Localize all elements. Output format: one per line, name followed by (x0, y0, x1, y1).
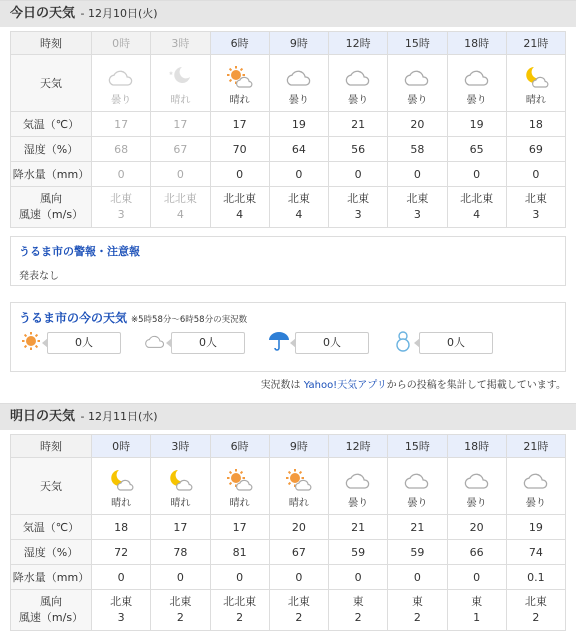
label-weather: 天気 (11, 458, 92, 515)
tomorrow-row-weather (11, 458, 566, 515)
wind-cell (388, 590, 447, 631)
moon-icon (165, 65, 195, 89)
wind-cell (506, 187, 565, 228)
today-row-temp (11, 112, 566, 137)
sun-cloud-icon (284, 468, 314, 492)
temp-value: 18 (92, 515, 151, 540)
today-date: - 12月10日(火) (77, 7, 158, 20)
report-count: 0人 (47, 332, 121, 354)
rain-value: 0 (388, 162, 447, 187)
tomorrow-forecast-table (10, 434, 566, 631)
temp-value: 20 (388, 112, 447, 137)
condition-label: 晴れ (229, 497, 250, 509)
wind-direction: 北東 (110, 595, 133, 608)
app-link[interactable]: Yahoo!天気アプリ (303, 380, 387, 391)
moon-cloud-icon (165, 468, 195, 492)
time-header: 12時 (329, 435, 388, 458)
hum-value: 64 (269, 137, 328, 162)
current-weather-items (19, 330, 557, 356)
tomorrow-row-temp (11, 515, 566, 540)
label-rain: 降水量（mm） (11, 565, 92, 590)
today-row-humidity (11, 137, 566, 162)
wind-direction: 北東 (524, 192, 547, 205)
temp-value: 17 (210, 515, 269, 540)
wind-direction: 東 (352, 595, 364, 608)
label-weather: 天気 (11, 55, 92, 112)
report-count: 0人 (171, 332, 245, 354)
wind-cell (92, 590, 151, 631)
wind-speed: 2 (236, 611, 244, 624)
tomorrow-title: 明日の天気 (10, 409, 76, 424)
wind-cell (151, 187, 210, 228)
hum-value: 66 (447, 540, 506, 565)
current-weather-heading (19, 309, 557, 326)
label-wind-dir: 風向 (40, 192, 62, 205)
condition-label: 曇り (407, 94, 428, 106)
wind-speed: 2 (176, 611, 184, 624)
rain-value: 0 (210, 565, 269, 590)
label-rain: 降水量（mm） (11, 162, 92, 187)
tomorrow-row-time (11, 435, 566, 458)
weather-cell (269, 458, 328, 515)
wind-cell (269, 590, 328, 631)
weather-cell (210, 458, 269, 515)
tomorrow-row-humidity (11, 540, 566, 565)
label-humidity: 湿度（%） (11, 137, 92, 162)
weather-cell (92, 55, 151, 112)
cloud-icon (462, 468, 492, 492)
time-header: 9時 (269, 435, 328, 458)
wind-direction: 北東 (347, 192, 370, 205)
hum-value: 59 (388, 540, 447, 565)
wind-speed: 3 (117, 208, 125, 221)
wind-direction: 北北東 (460, 192, 494, 205)
time-header: 0時 (92, 435, 151, 458)
current-weather-box (10, 302, 566, 372)
condition-label: 曇り (288, 94, 309, 106)
weather-cell (388, 55, 447, 112)
time-header: 3時 (151, 435, 210, 458)
wind-direction: 北東 (406, 192, 429, 205)
label-wind (11, 187, 92, 228)
cloud-icon (343, 468, 373, 492)
condition-label: 曇り (348, 497, 369, 509)
temp-value: 20 (269, 515, 328, 540)
sun-cloud-icon (225, 65, 255, 89)
weather-cell (506, 55, 565, 112)
condition-label: 晴れ (111, 497, 132, 509)
note-prefix: 実況数は (260, 380, 304, 391)
rain-value: 0 (329, 162, 388, 187)
condition-label: 曇り (407, 497, 428, 509)
cloud-icon (521, 468, 551, 492)
wind-cell (447, 187, 506, 228)
time-header: 0時 (92, 32, 151, 55)
temp-value: 18 (506, 112, 565, 137)
wind-cell (92, 187, 151, 228)
weather-cell (210, 55, 269, 112)
wind-speed: 2 (532, 611, 540, 624)
temp-value: 21 (329, 112, 388, 137)
hum-value: 65 (447, 137, 506, 162)
rain-value: 0 (269, 565, 328, 590)
temp-value: 17 (210, 112, 269, 137)
tomorrow-header (0, 403, 576, 430)
weather-cell (329, 55, 388, 112)
today-title: 今日の天気 (10, 6, 76, 21)
label-time: 時刻 (11, 32, 92, 55)
time-header: 18時 (447, 32, 506, 55)
time-header: 6時 (210, 32, 269, 55)
weather-cell (269, 55, 328, 112)
weather-cell (151, 458, 210, 515)
moon-cloud-icon (521, 65, 551, 89)
wind-direction: 北北東 (223, 595, 257, 608)
current-weather-sub: ※5時58分〜6時58分の実況数 (131, 315, 248, 325)
today-row-rain (11, 162, 566, 187)
rain-value: 0 (210, 162, 269, 187)
wind-direction: 北東 (287, 192, 310, 205)
condition-label: 曇り (525, 497, 546, 509)
wind-cell (329, 590, 388, 631)
time-header: 12時 (329, 32, 388, 55)
hum-value: 81 (210, 540, 269, 565)
current-weather-item (267, 330, 391, 356)
temp-value: 17 (92, 112, 151, 137)
alert-box (10, 236, 566, 286)
wind-direction: 東 (471, 595, 483, 608)
weather-cell (447, 55, 506, 112)
temp-value: 17 (151, 515, 210, 540)
tomorrow-date: - 12月11日(水) (77, 410, 158, 423)
weather-cell (92, 458, 151, 515)
rain-value: 0 (447, 565, 506, 590)
temp-value: 20 (447, 515, 506, 540)
wind-direction: 北北東 (163, 192, 197, 205)
wind-cell (151, 590, 210, 631)
temp-value: 19 (447, 112, 506, 137)
note-suffix: からの投稿を集計して掲載しています。 (386, 380, 566, 391)
wind-cell (329, 187, 388, 228)
temp-value: 19 (269, 112, 328, 137)
hum-value: 58 (388, 137, 447, 162)
wind-direction: 北東 (110, 192, 133, 205)
cloud-icon (402, 468, 432, 492)
moon-cloud-icon (106, 468, 136, 492)
rain-value: 0 (506, 162, 565, 187)
time-header: 18時 (447, 435, 506, 458)
wind-direction: 北東 (169, 595, 192, 608)
weather-cell (388, 458, 447, 515)
hum-value: 69 (506, 137, 565, 162)
today-row-time (11, 32, 566, 55)
sun-cloud-icon (225, 468, 255, 492)
today-row-weather (11, 55, 566, 112)
rain-value: 0 (92, 162, 151, 187)
current-weather-item (19, 330, 143, 356)
label-wind (11, 590, 92, 631)
weather-cell (447, 458, 506, 515)
wind-speed: 4 (473, 208, 481, 221)
wind-direction: 北東 (287, 595, 310, 608)
hum-value: 74 (506, 540, 565, 565)
tomorrow-row-rain (11, 565, 566, 590)
current-weather-item (143, 330, 267, 356)
today-forecast-table (10, 31, 566, 228)
rain-value: 0 (151, 565, 210, 590)
report-note (0, 376, 566, 391)
wind-speed: 3 (354, 208, 362, 221)
wind-cell (447, 590, 506, 631)
tomorrow-row-wind (11, 590, 566, 631)
cloud-icon (343, 65, 373, 89)
time-header: 3時 (151, 32, 210, 55)
wind-speed: 1 (473, 611, 481, 624)
wind-speed: 3 (532, 208, 540, 221)
wind-speed: 2 (295, 611, 303, 624)
label-temp: 気温（℃） (11, 515, 92, 540)
alert-title[interactable]: うるま市の警報・注意報 (19, 245, 140, 258)
today-header (0, 0, 576, 27)
time-header: 15時 (388, 32, 447, 55)
alert-text: 発表なし (19, 271, 59, 282)
wind-direction: 北北東 (223, 192, 257, 205)
label-humidity: 湿度（%） (11, 540, 92, 565)
temp-value: 21 (388, 515, 447, 540)
temp-value: 21 (329, 515, 388, 540)
hum-value: 67 (269, 540, 328, 565)
condition-label: 晴れ (170, 497, 191, 509)
label-time: 時刻 (11, 435, 92, 458)
condition-label: 晴れ (170, 94, 191, 106)
condition-label: 晴れ (229, 94, 250, 106)
label-wind-speed: 風速（m/s） (18, 611, 84, 624)
wind-direction: 東 (411, 595, 423, 608)
condition-label: 曇り (466, 94, 487, 106)
condition-label: 曇り (111, 94, 132, 106)
report-count: 0人 (295, 332, 369, 354)
condition-label: 晴れ (525, 94, 546, 106)
rain-value: 0 (92, 565, 151, 590)
hum-value: 78 (151, 540, 210, 565)
rain-value: 0 (151, 162, 210, 187)
rain-value: 0 (447, 162, 506, 187)
wind-cell (210, 590, 269, 631)
hum-value: 68 (92, 137, 151, 162)
wind-speed: 4 (295, 208, 303, 221)
rain-value: 0 (269, 162, 328, 187)
rain-value: 0 (329, 565, 388, 590)
wind-direction: 北東 (524, 595, 547, 608)
current-weather-item (391, 330, 515, 356)
wind-cell (506, 590, 565, 631)
cloud-icon (402, 65, 432, 89)
label-temp: 気温（℃） (11, 112, 92, 137)
wind-speed: 4 (176, 208, 184, 221)
wind-speed: 4 (236, 208, 244, 221)
hum-value: 67 (151, 137, 210, 162)
hum-value: 72 (92, 540, 151, 565)
weather-cell (329, 458, 388, 515)
condition-label: 曇り (348, 94, 369, 106)
time-header: 9時 (269, 32, 328, 55)
today-row-wind (11, 187, 566, 228)
rain-value: 0.1 (506, 565, 565, 590)
time-header: 15時 (388, 435, 447, 458)
weather-cell (506, 458, 565, 515)
current-weather-title: うるま市の今の天気 (19, 311, 128, 325)
hum-value: 56 (329, 137, 388, 162)
hum-value: 59 (329, 540, 388, 565)
report-count: 0人 (419, 332, 493, 354)
cloud-icon (106, 65, 136, 89)
wind-cell (269, 187, 328, 228)
wind-speed: 3 (117, 611, 125, 624)
weather-cell (151, 55, 210, 112)
wind-cell (210, 187, 269, 228)
wind-speed: 3 (413, 208, 421, 221)
condition-label: 曇り (466, 497, 487, 509)
condition-label: 晴れ (288, 497, 309, 509)
label-wind-dir: 風向 (40, 595, 62, 608)
time-header: 21時 (506, 32, 565, 55)
temp-value: 17 (151, 112, 210, 137)
time-header: 21時 (506, 435, 565, 458)
rain-value: 0 (388, 565, 447, 590)
label-wind-speed: 風速（m/s） (18, 208, 84, 221)
cloud-icon (284, 65, 314, 89)
wind-cell (388, 187, 447, 228)
wind-speed: 2 (354, 611, 362, 624)
cloud-icon (462, 65, 492, 89)
wind-speed: 2 (413, 611, 421, 624)
temp-value: 19 (506, 515, 565, 540)
time-header: 6時 (210, 435, 269, 458)
hum-value: 70 (210, 137, 269, 162)
